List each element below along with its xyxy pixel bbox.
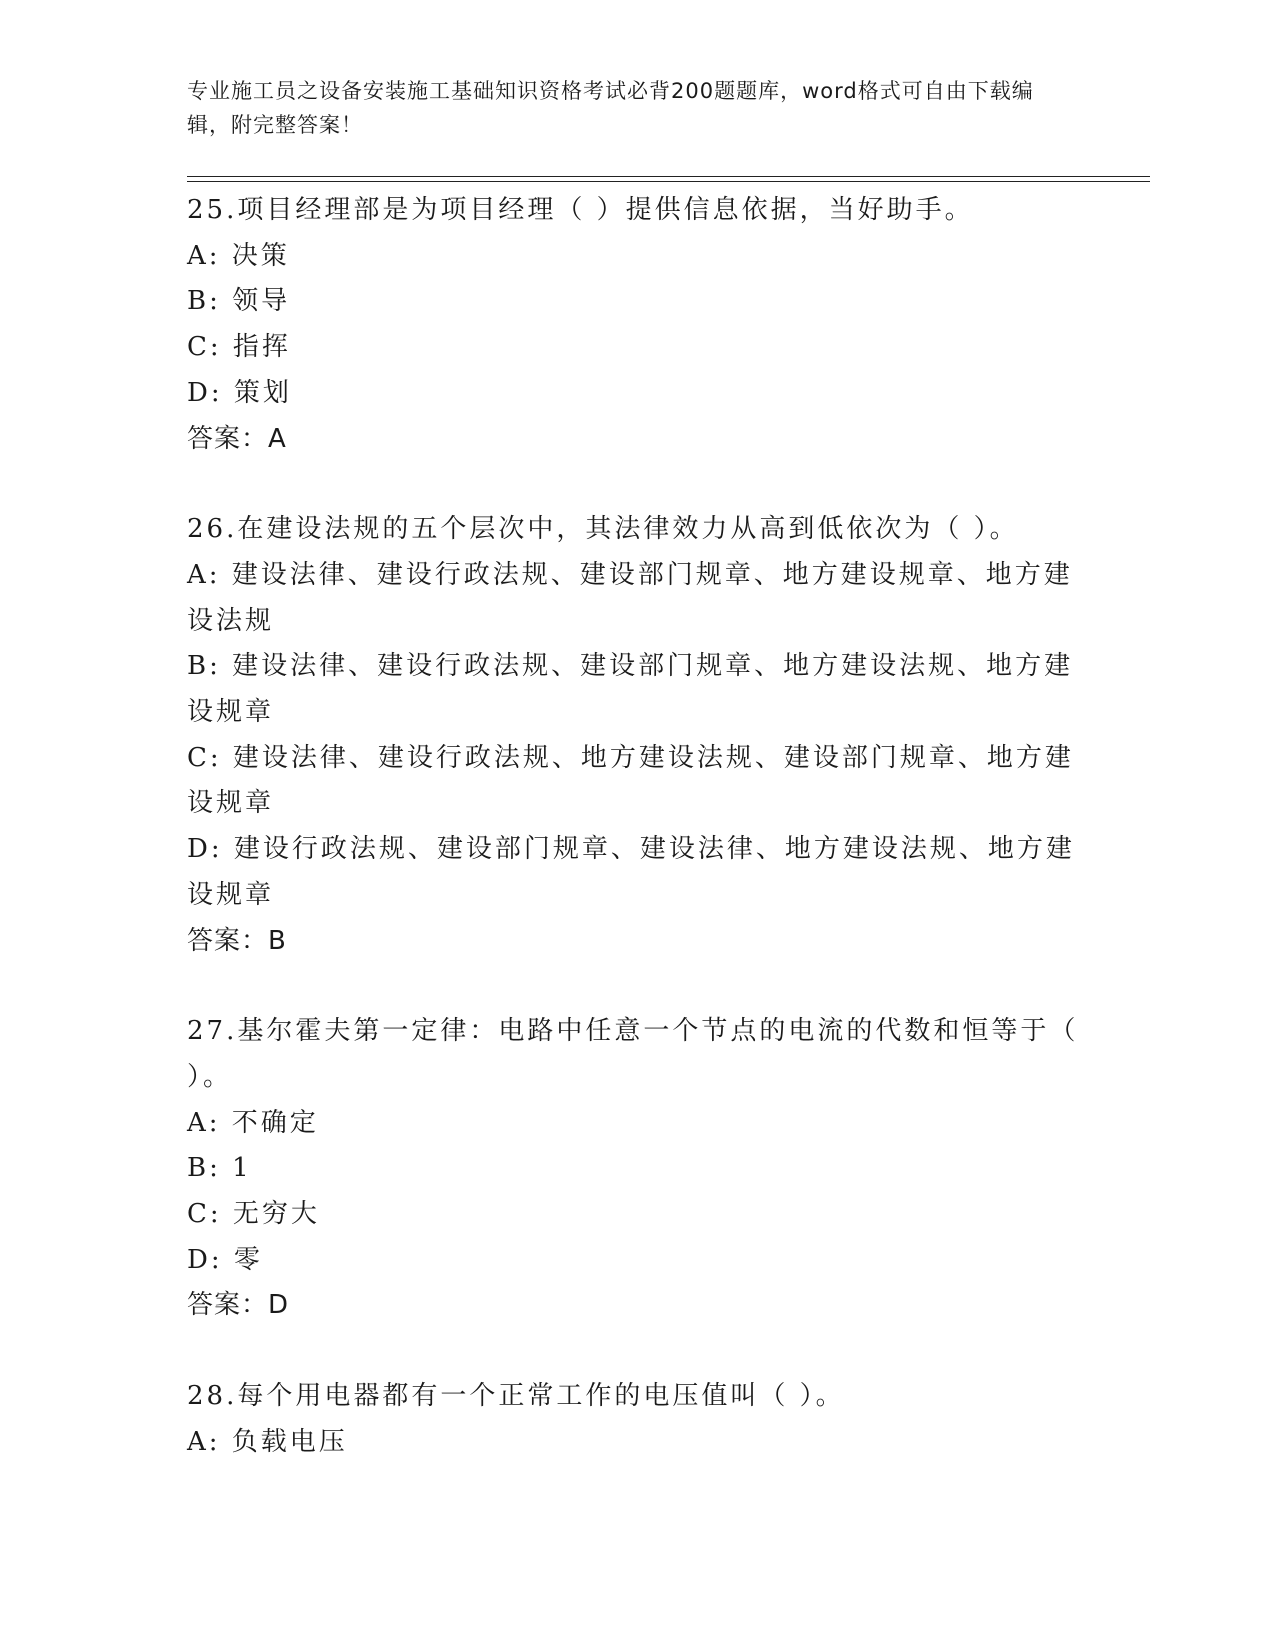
question-26 bbox=[187, 507, 1087, 964]
question-stem: 26.在建设法规的五个层次中，其法律效力从高到低依次为（ ）。 bbox=[187, 514, 1019, 545]
option-a: A: 负载电压 bbox=[187, 1426, 348, 1457]
answer: 答案：A bbox=[187, 423, 287, 454]
answer: 答案：D bbox=[187, 1290, 290, 1321]
question-25 bbox=[187, 188, 1087, 462]
question-stem: 27.基尔霍夫第一定律：电路中任意一个节点的电流的代数和恒等于（ ）。 bbox=[187, 1016, 1079, 1092]
option-c: C: 建设法律、建设行政法规、地方建设法规、建设部门规章、地方建设规章 bbox=[187, 742, 1074, 819]
document-header: 专业施工员之设备安装施工基础知识资格考试必背200题题库，word格式可自由下载编辑，附完整答案！ bbox=[187, 79, 1034, 137]
option-a: A: 不确定 bbox=[187, 1107, 319, 1138]
question-list bbox=[187, 188, 1087, 1466]
question-stem: 28.每个用电器都有一个正常工作的电压值叫（ ）。 bbox=[187, 1381, 845, 1412]
option-b: B: 1 bbox=[187, 1153, 252, 1184]
spacer bbox=[187, 964, 1087, 1009]
question-stem: 25.项目经理部是为项目经理（ ）提供信息依据，当好助手。 bbox=[187, 195, 974, 225]
option-c: C: 无穷大 bbox=[187, 1199, 320, 1230]
answer: 答案：B bbox=[187, 925, 287, 956]
option-c: C: 指挥 bbox=[187, 332, 291, 363]
header-rule-bottom bbox=[187, 181, 1150, 182]
option-a: A: 建设法律、建设行政法规、建设部门规章、地方建设规章、地方建设法规 bbox=[187, 559, 1073, 636]
option-b: B: 领导 bbox=[187, 286, 291, 317]
spacer bbox=[187, 1329, 1087, 1374]
spacer bbox=[187, 462, 1087, 507]
option-d: D: 零 bbox=[187, 1244, 263, 1275]
option-d: D: 策划 bbox=[187, 377, 292, 408]
option-d: D: 建设行政法规、建设部门规章、建设法律、地方建设法规、地方建设规章 bbox=[187, 834, 1075, 910]
option-a: A: 决策 bbox=[187, 240, 290, 271]
question-28 bbox=[187, 1374, 1087, 1465]
question-27 bbox=[187, 1009, 1087, 1329]
header-rule-top bbox=[187, 176, 1150, 177]
option-b: B: 建设法律、建设行政法规、建设部门规章、地方建设法规、地方建设规章 bbox=[187, 651, 1074, 728]
